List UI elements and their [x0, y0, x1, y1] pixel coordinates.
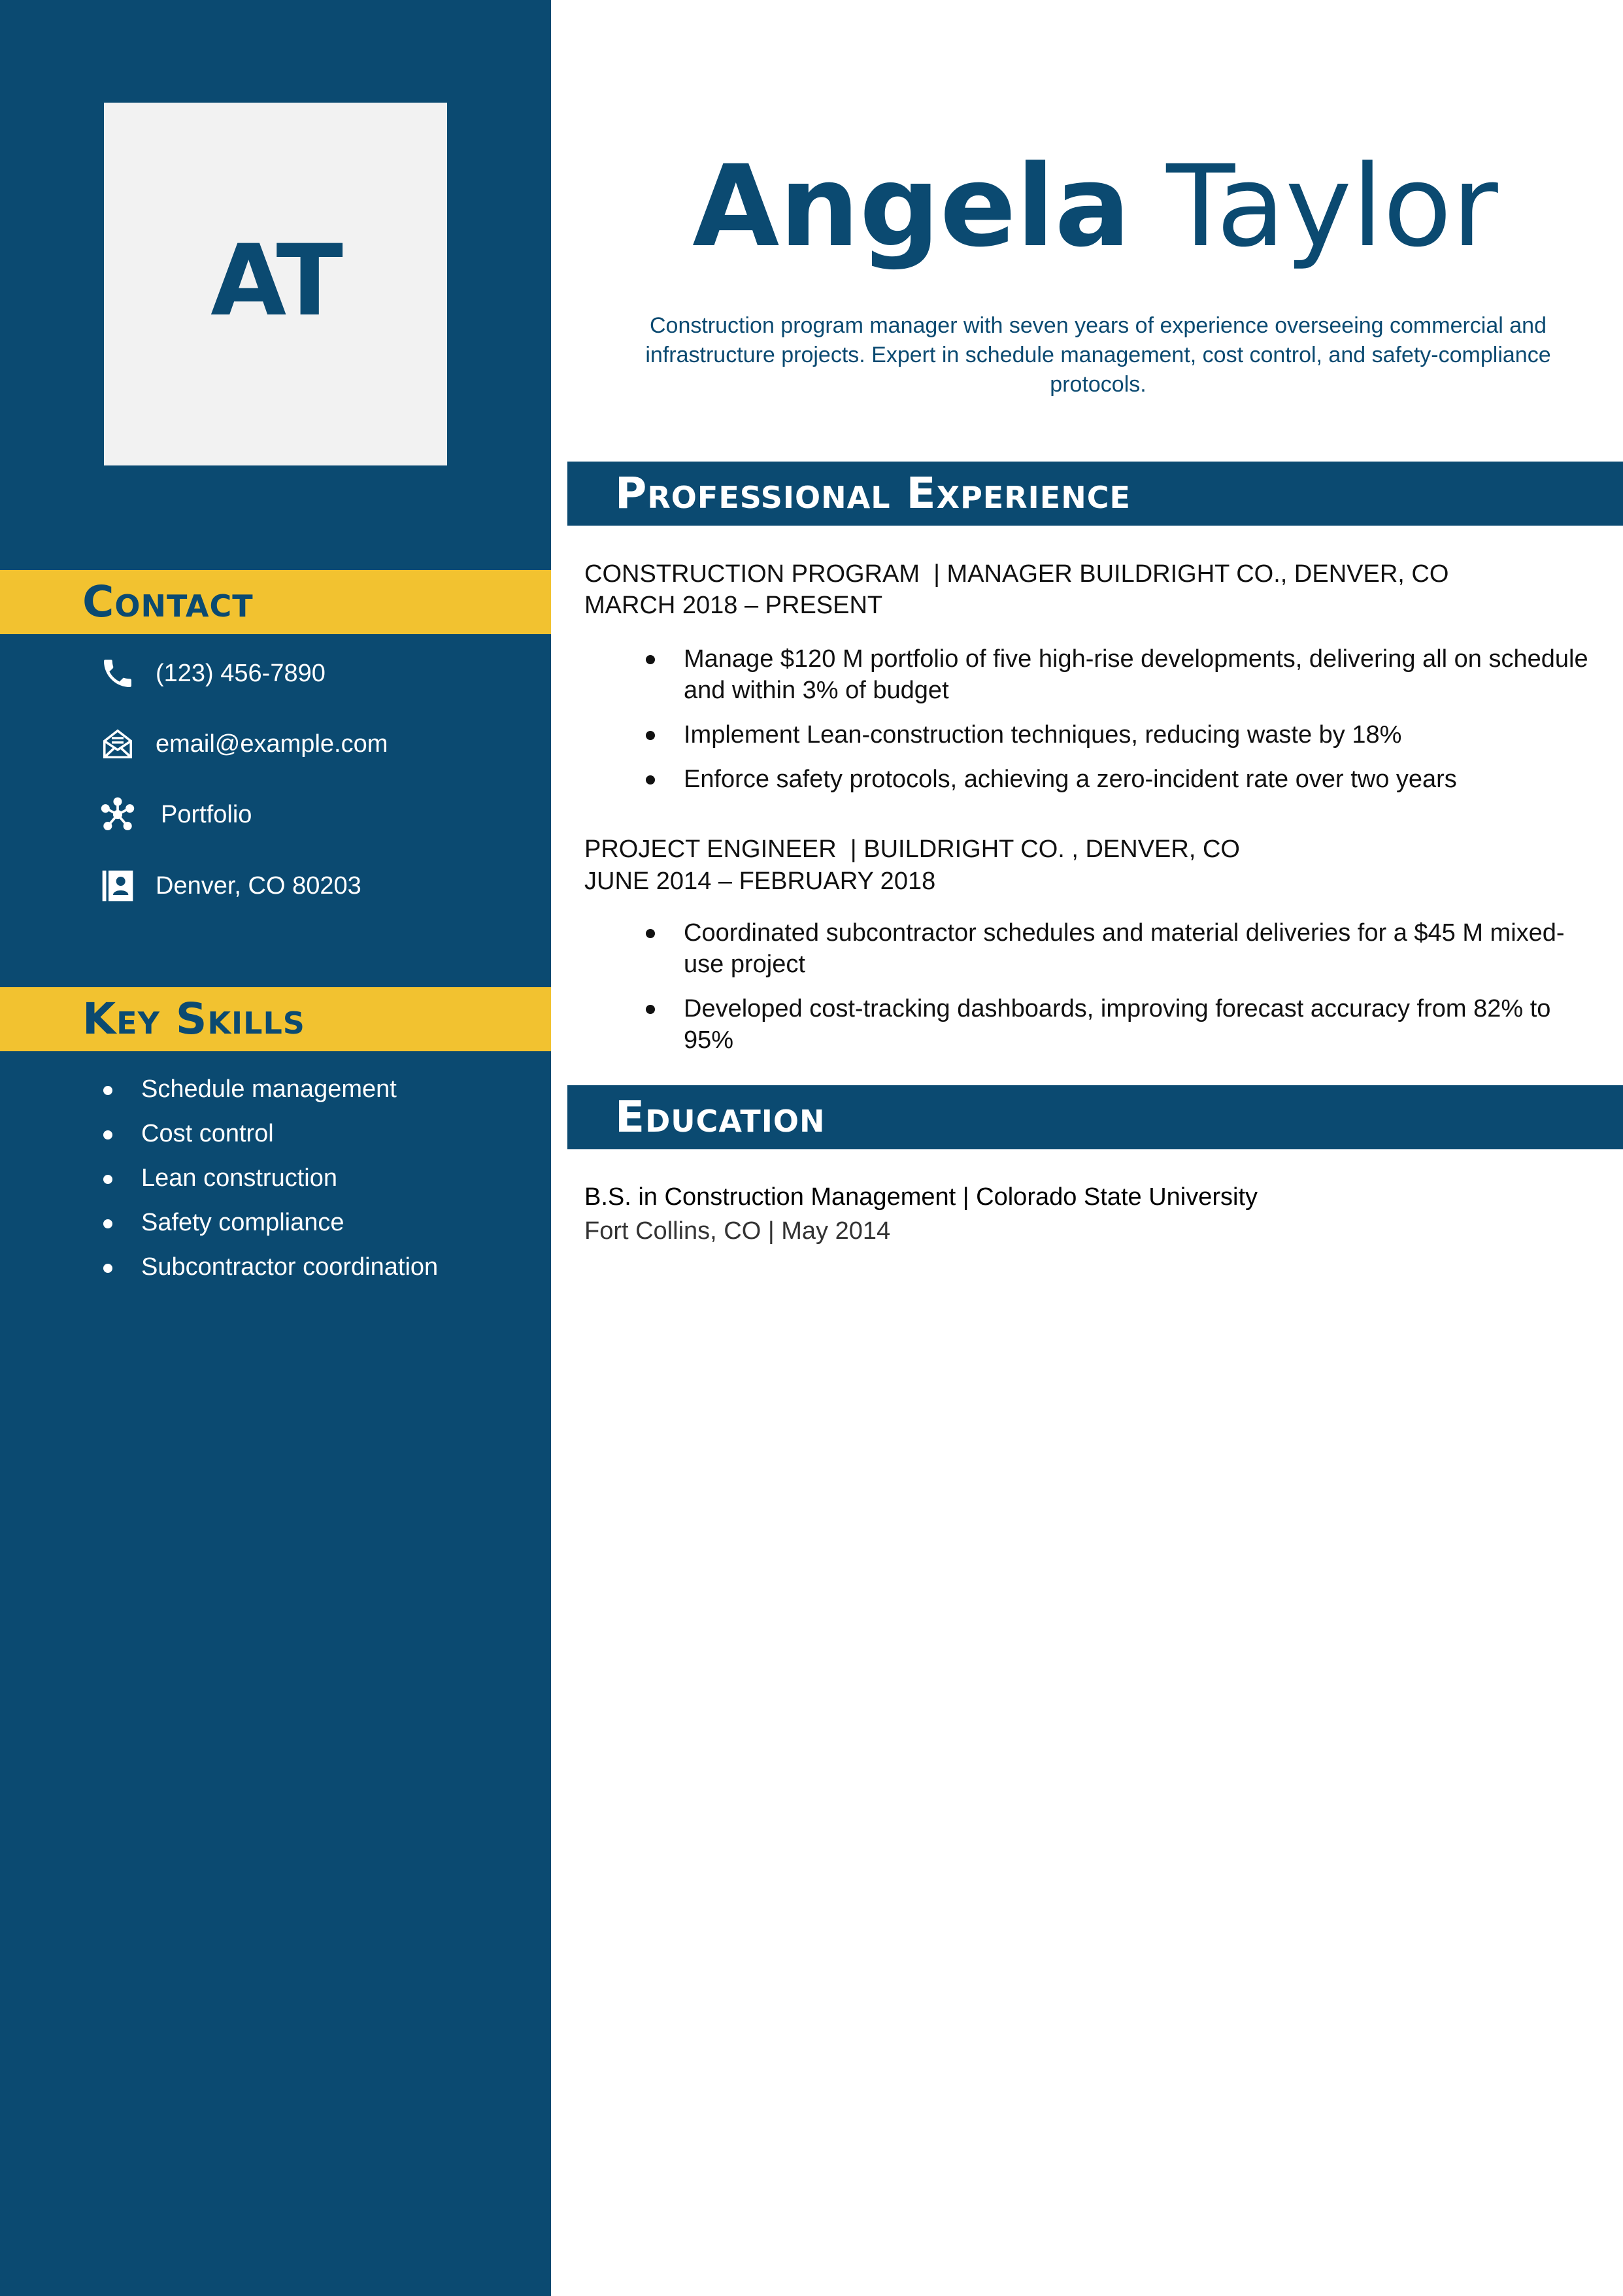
monogram: AT	[210, 224, 341, 338]
job-bullet: Implement Lean-construction techniques, reducing waste by 18%	[684, 719, 1592, 751]
experience-header-band	[567, 462, 1623, 526]
education-degree: B.S. in Construction Management | Colorado State University	[584, 1183, 1258, 1211]
phone-icon	[98, 654, 137, 693]
email-icon	[98, 724, 137, 764]
education-location: Fort Collins, CO | May 2014	[584, 1217, 891, 1245]
skill-item: Cost control	[98, 1114, 438, 1158]
monogram-box	[104, 103, 447, 465]
skill-item: Safety compliance	[98, 1203, 438, 1247]
portfolio-icon	[98, 795, 137, 834]
job-bullet: Developed cost-tracking dashboards, improving forecast accuracy from 82% to 95%	[684, 993, 1592, 1056]
job-bullets	[684, 917, 1592, 1069]
address-icon	[98, 866, 137, 905]
contact-phone-text: (123) 456-7890	[156, 659, 326, 687]
last-name: Taylor	[1166, 141, 1498, 272]
education-header-band	[567, 1085, 1623, 1149]
experience-heading: Professional Experience	[615, 468, 1131, 518]
contact-heading: Contact	[82, 577, 254, 627]
contact-address-text: Denver, CO 80203	[156, 871, 361, 900]
contact-portfolio-text: Portfolio	[161, 800, 252, 828]
skills-heading: Key Skills	[82, 994, 305, 1044]
job-dates: JUNE 2014 – FEBRUARY 2018	[584, 868, 936, 895]
job-bullet: Coordinated subcontractor schedules and material deliveries for a $45 M mixed-use project	[684, 917, 1592, 980]
skill-item: Schedule management	[98, 1070, 438, 1114]
skill-item: Lean construction	[98, 1158, 438, 1203]
job-dates: MARCH 2018 – PRESENT	[584, 592, 883, 619]
contact-phone[interactable]	[98, 654, 326, 693]
skills-header-band	[0, 987, 551, 1051]
job-bullets	[684, 643, 1592, 808]
first-name: Angela	[692, 141, 1131, 272]
contact-email-text: email@example.com	[156, 730, 388, 758]
education-heading: Education	[615, 1092, 826, 1142]
skills-list	[98, 1070, 438, 1292]
contact-portfolio[interactable]	[98, 795, 252, 834]
summary: Construction program manager with seven years of experience overseeing commercial and infrastructure projects. Expert in schedule management, cost control, and safety-compliance protocols.	[645, 313, 1551, 397]
sidebar	[0, 0, 551, 2296]
contact-address[interactable]	[98, 866, 361, 905]
candidate-name	[567, 141, 1623, 272]
job-title: PROJECT ENGINEER | BUILDRIGHT CO. , DENVER, CO	[584, 836, 1240, 863]
job-bullet: Enforce safety protocols, achieving a zero-incident rate over two years	[684, 764, 1592, 795]
job-bullet: Manage $120 M portfolio of five high-rise developments, delivering all on schedule and within 3% of budget	[684, 643, 1592, 706]
contact-header-band	[0, 570, 551, 634]
job-title: CONSTRUCTION PROGRAM | MANAGER BUILDRIGHT CO., DENVER, CO	[584, 560, 1449, 588]
skill-item: Subcontractor coordination	[98, 1247, 438, 1292]
contact-email[interactable]	[98, 724, 388, 764]
